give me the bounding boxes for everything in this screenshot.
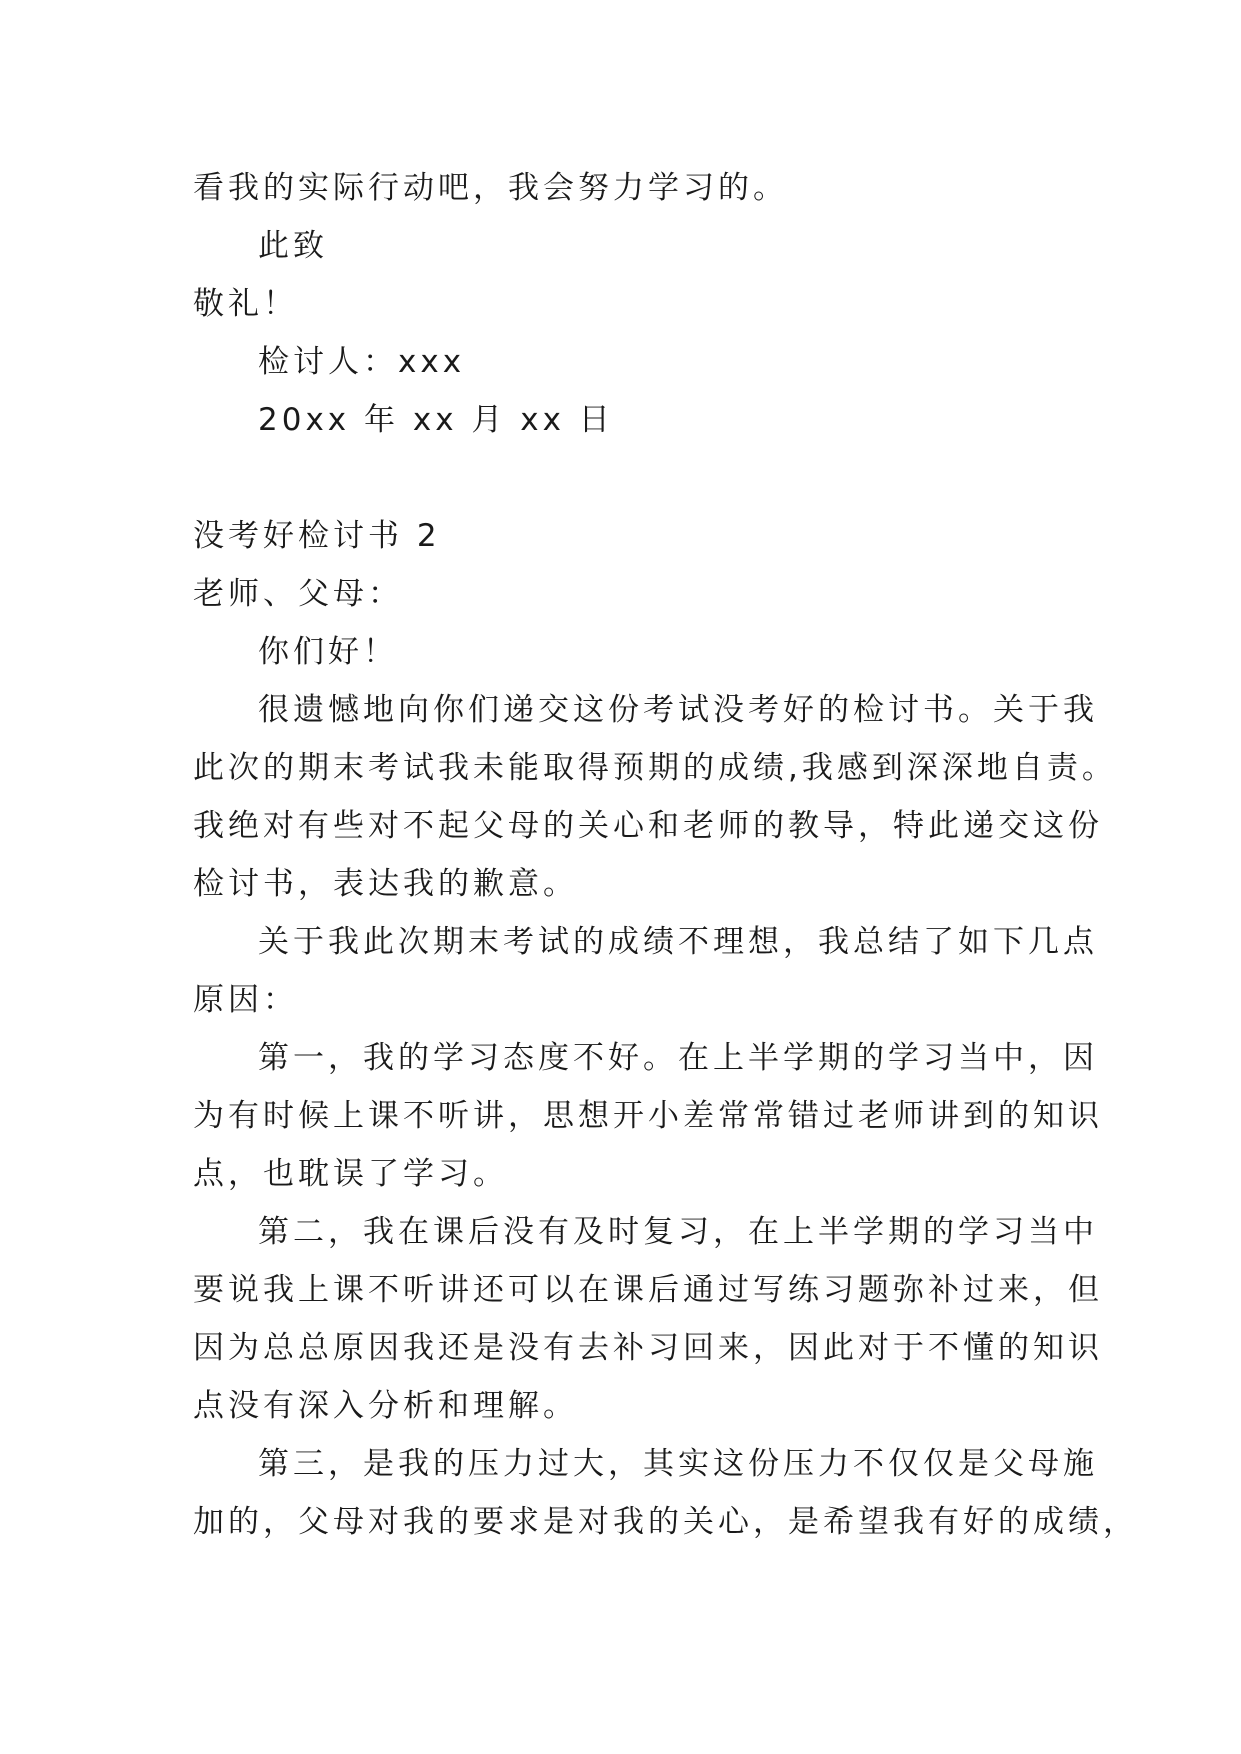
paragraph-line: 检讨书，表达我的歉意。 <box>193 866 578 902</box>
signature-date: 20xx 年 xx 月 xx 日 <box>258 402 614 438</box>
paragraph-line: 关于我此次期末考试的成绩不理想，我总结了如下几点 <box>258 924 1098 960</box>
recipient-line: 老师、父母： <box>193 576 403 612</box>
paragraph-line: 第二，我在课后没有及时复习，在上半学期的学习当中 <box>258 1214 1098 1250</box>
paragraph-line: 加的，父母对我的要求是对我的关心，是希望我有好的成绩， <box>193 1504 1138 1540</box>
paragraph-line: 因为总总原因我还是没有去补习回来，因此对于不懂的知识 <box>193 1330 1103 1366</box>
closing-salutation: 此致 <box>258 228 328 264</box>
paragraph-line: 此次的期末考试我未能取得预期的成绩,我感到深深地自责。 <box>193 750 1117 786</box>
paragraph-line: 看我的实际行动吧，我会努力学习的。 <box>193 170 788 206</box>
closing-regards: 敬礼！ <box>193 286 298 322</box>
paragraph-line: 第三，是我的压力过大，其实这份压力不仅仅是父母施 <box>258 1446 1098 1482</box>
paragraph-line: 要说我上课不听讲还可以在课后通过写练习题弥补过来，但 <box>193 1272 1103 1308</box>
paragraph-line: 点，也耽误了学习。 <box>193 1156 508 1192</box>
paragraph-line: 第一，我的学习态度不好。在上半学期的学习当中，因 <box>258 1040 1098 1076</box>
paragraph-line: 点没有深入分析和理解。 <box>193 1388 578 1424</box>
signature-name: 检讨人：xxx <box>258 344 466 380</box>
greeting-line: 你们好！ <box>258 634 398 670</box>
paragraph-line: 为有时候上课不听讲，思想开小差常常错过老师讲到的知识 <box>193 1098 1103 1134</box>
section-title: 没考好检讨书 2 <box>193 518 441 554</box>
paragraph-line: 原因： <box>193 982 298 1018</box>
paragraph-line: 我绝对有些对不起父母的关心和老师的教导，特此递交这份 <box>193 808 1103 844</box>
paragraph-line: 很遗憾地向你们递交这份考试没考好的检讨书。关于我 <box>258 692 1098 728</box>
